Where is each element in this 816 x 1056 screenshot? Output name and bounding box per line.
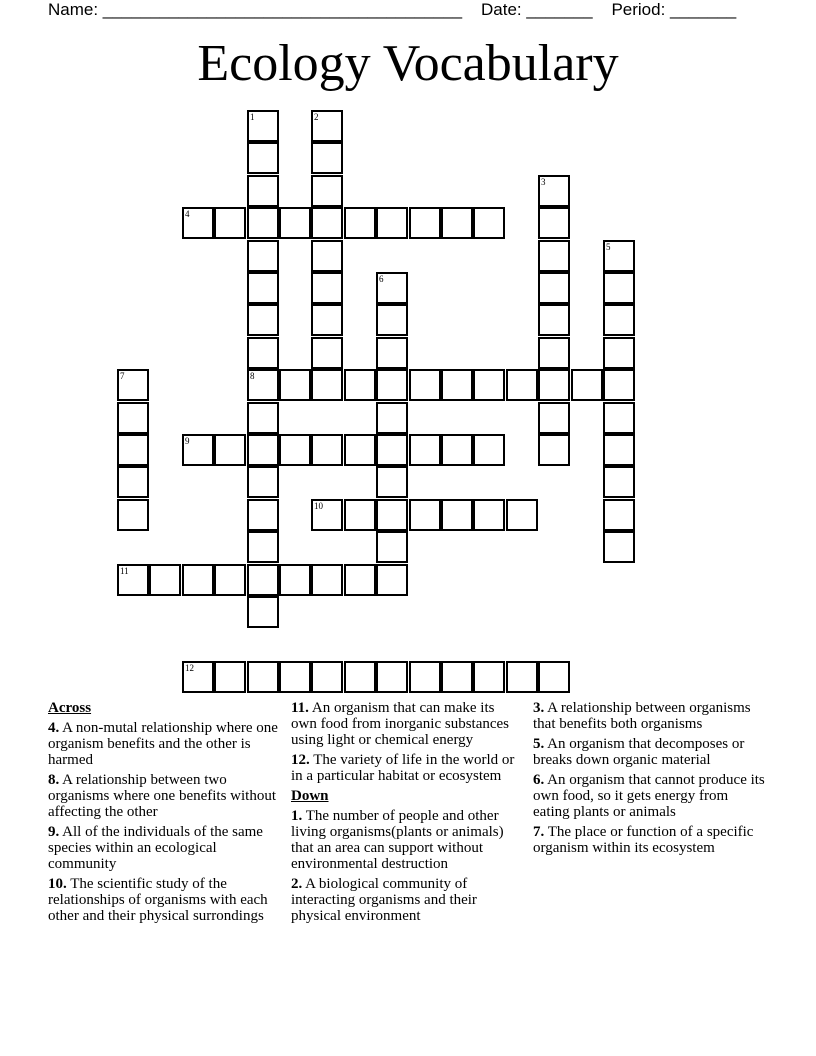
clues-column-3: [533, 700, 765, 860]
crossword-cell[interactable]: [376, 564, 408, 596]
crossword-cell[interactable]: [247, 466, 279, 498]
crossword-cell[interactable]: [376, 466, 408, 498]
cell-number: 6: [379, 274, 384, 284]
clue-down-6: 6. An organism that cannot produce its own food, so it gets energy from eating plants or animals: [533, 772, 765, 820]
cell-number: 12: [185, 663, 194, 673]
down-heading: Down: [291, 788, 329, 804]
crossword-cell[interactable]: [247, 175, 279, 207]
crossword-cell[interactable]: [473, 369, 505, 401]
crossword-cell[interactable]: [441, 499, 473, 531]
crossword-cell[interactable]: [279, 434, 311, 466]
cell-number: 11: [120, 566, 129, 576]
clue-down-5: 5. An organism that decomposes or breaks down organic material: [533, 736, 745, 768]
crossword-cell[interactable]: [182, 434, 214, 466]
crossword-cell[interactable]: [311, 564, 343, 596]
crossword-cell[interactable]: [603, 434, 635, 466]
date-field[interactable]: Date: _______: [480, 0, 593, 19]
crossword-cell[interactable]: [117, 564, 149, 596]
crossword-cell[interactable]: [603, 466, 635, 498]
clue-across-12: 12. The variety of life in the world or in a particular habitat or ecosystem: [291, 752, 515, 784]
crossword-cell[interactable]: [409, 369, 441, 401]
crossword-cell[interactable]: [409, 661, 441, 693]
crossword-cell[interactable]: [311, 434, 343, 466]
crossword-cell[interactable]: [247, 304, 279, 336]
crossword-cell[interactable]: [182, 564, 214, 596]
clue-down-1: 1. The number of people and other living organisms(plants or animals) that an area can support without environmental destruction: [291, 808, 504, 872]
crossword-cell[interactable]: [311, 240, 343, 272]
crossword-cell[interactable]: [311, 207, 343, 239]
cell-number: 7: [120, 371, 125, 381]
crossword-cell[interactable]: [538, 272, 570, 304]
crossword-cell[interactable]: [376, 369, 408, 401]
crossword-cell[interactable]: [441, 207, 473, 239]
crossword-cell[interactable]: [473, 434, 505, 466]
cell-number: 9: [185, 436, 190, 446]
crossword-cell[interactable]: [344, 661, 376, 693]
crossword-cell[interactable]: [117, 434, 149, 466]
crossword-cell[interactable]: [117, 466, 149, 498]
crossword-cell[interactable]: [149, 564, 181, 596]
crossword-cell[interactable]: [247, 661, 279, 693]
crossword-cell[interactable]: [538, 337, 570, 369]
crossword-cell[interactable]: [247, 531, 279, 563]
crossword-cell[interactable]: [538, 402, 570, 434]
clue-across-9: 9. All of the individuals of the same species within an ecological community: [48, 824, 263, 872]
crossword-cell[interactable]: [344, 564, 376, 596]
crossword-cell[interactable]: [344, 207, 376, 239]
crossword-cell[interactable]: [117, 499, 149, 531]
crossword-cell[interactable]: [441, 369, 473, 401]
crossword-cell[interactable]: [214, 207, 246, 239]
crossword-cell[interactable]: [376, 531, 408, 563]
crossword-cell[interactable]: [247, 499, 279, 531]
crossword-cell[interactable]: [117, 402, 149, 434]
crossword-cell[interactable]: [409, 434, 441, 466]
crossword-cell[interactable]: [117, 369, 149, 401]
crossword-cell[interactable]: [538, 175, 570, 207]
crossword-cell[interactable]: [506, 369, 538, 401]
crossword-cell[interactable]: [603, 272, 635, 304]
cell-number: 5: [606, 242, 611, 252]
crossword-cell[interactable]: [376, 272, 408, 304]
clue-across-4: 4. A non-mutal relationship where one organism benefits and the other is harmed: [48, 720, 278, 768]
crossword-cell[interactable]: [506, 661, 538, 693]
clue-down-3: 3. A relationship between organisms that benefits both organisms: [533, 700, 751, 732]
crossword-cell[interactable]: [473, 207, 505, 239]
cell-number: 3: [541, 177, 546, 187]
crossword-cell[interactable]: [247, 596, 279, 628]
cell-number: 4: [185, 209, 190, 219]
crossword-cell[interactable]: [376, 304, 408, 336]
cell-number: 2: [314, 112, 319, 122]
crossword-cell[interactable]: [603, 304, 635, 336]
crossword-cell[interactable]: [344, 499, 376, 531]
crossword-cell[interactable]: [311, 661, 343, 693]
crossword-cell[interactable]: [376, 402, 408, 434]
crossword-cell[interactable]: [538, 369, 570, 401]
crossword-cell[interactable]: [441, 661, 473, 693]
crossword-cell[interactable]: [603, 369, 635, 401]
across-heading: Across: [48, 700, 92, 716]
crossword-cell[interactable]: [182, 661, 214, 693]
crossword-cell[interactable]: [571, 369, 603, 401]
crossword-cell[interactable]: [247, 207, 279, 239]
crossword-cell[interactable]: [344, 434, 376, 466]
clue-down-2: 2. A biological community of interacting organisms and their physical environment: [291, 876, 477, 924]
crossword-cell[interactable]: [214, 661, 246, 693]
crossword-cell[interactable]: [376, 434, 408, 466]
crossword-cell[interactable]: [376, 207, 408, 239]
clue-across-11: 11. An organism that can make its own food from inorganic substances using light or chemical energy: [291, 700, 510, 748]
crossword-cell[interactable]: [247, 142, 279, 174]
crossword-cell[interactable]: [182, 207, 214, 239]
crossword-cell[interactable]: [279, 369, 311, 401]
clues-column-1: [48, 700, 280, 928]
crossword-cell[interactable]: [603, 402, 635, 434]
crossword-cell[interactable]: [247, 434, 279, 466]
clues-column-2: [291, 700, 523, 928]
crossword-cell[interactable]: [473, 661, 505, 693]
clue-across-10: 10. The scientific study of the relationships of organisms with each other and their physical surrondings: [48, 876, 268, 924]
crossword-cell[interactable]: [603, 531, 635, 563]
page-title: Ecology Vocabulary: [197, 35, 619, 92]
crossword-cell[interactable]: [247, 564, 279, 596]
crossword-cell[interactable]: [279, 661, 311, 693]
cell-number: 10: [314, 501, 323, 511]
crossword-cell[interactable]: [344, 369, 376, 401]
crossword-cell[interactable]: [311, 110, 343, 142]
crossword-cell[interactable]: [376, 661, 408, 693]
crossword-cell[interactable]: [247, 337, 279, 369]
crossword-cell[interactable]: [538, 661, 570, 693]
crossword-cell[interactable]: [247, 272, 279, 304]
crossword-cell[interactable]: [538, 240, 570, 272]
crossword-cell[interactable]: [409, 499, 441, 531]
crossword-cell[interactable]: [311, 142, 343, 174]
cell-number: 8: [250, 371, 255, 381]
crossword-cell[interactable]: [603, 240, 635, 272]
crossword-cell[interactable]: [538, 304, 570, 336]
crossword-cell[interactable]: [311, 369, 343, 401]
crossword-cell[interactable]: [311, 499, 343, 531]
name-field[interactable]: Name: ______________________________________: [48, 0, 463, 19]
crossword-cell[interactable]: [247, 369, 279, 401]
period-field[interactable]: Period: _______: [611, 0, 737, 19]
crossword-cell[interactable]: [311, 175, 343, 207]
crossword-cell[interactable]: [603, 499, 635, 531]
crossword-cell[interactable]: [538, 434, 570, 466]
crossword-cell[interactable]: [473, 499, 505, 531]
crossword-cell[interactable]: [603, 337, 635, 369]
crossword-cell[interactable]: [409, 207, 441, 239]
crossword-cell[interactable]: [311, 337, 343, 369]
crossword-cell[interactable]: [279, 207, 311, 239]
crossword-cell[interactable]: [506, 499, 538, 531]
crossword-cell[interactable]: [376, 499, 408, 531]
crossword-cell[interactable]: [247, 110, 279, 142]
crossword-cell[interactable]: [376, 337, 408, 369]
cell-number: 1: [250, 112, 255, 122]
clue-across-8: 8. A relationship between two organisms where one benefits without affecting the other: [48, 772, 277, 820]
crossword-cell[interactable]: [279, 564, 311, 596]
crossword-cell[interactable]: [247, 240, 279, 272]
crossword-cell[interactable]: [538, 207, 570, 239]
crossword-cell[interactable]: [311, 272, 343, 304]
crossword-cell[interactable]: [311, 304, 343, 336]
crossword-cell[interactable]: [214, 434, 246, 466]
crossword-cell[interactable]: [247, 402, 279, 434]
crossword-cell[interactable]: [214, 564, 246, 596]
clue-down-7: 7. The place or function of a specific organism within its ecosystem: [533, 824, 754, 856]
crossword-cell[interactable]: [441, 434, 473, 466]
